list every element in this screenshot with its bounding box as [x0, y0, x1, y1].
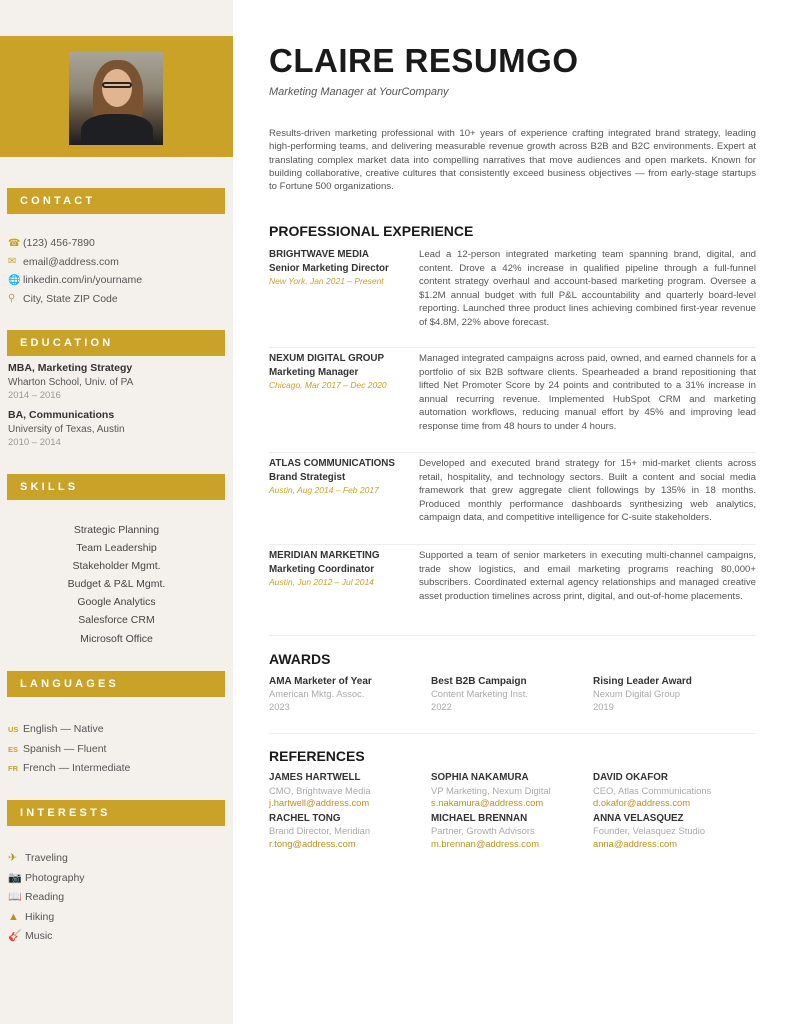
awards-list [269, 675, 756, 713]
photo-face [102, 69, 132, 107]
role: Brand Strategist [269, 471, 346, 483]
skill-item: Budget & P&L Mgmt. [67, 578, 166, 591]
ref-name: DAVID OKAFOR [593, 772, 668, 783]
interest-item [8, 927, 85, 947]
language-text: English — Native [23, 723, 104, 735]
interest-text: Reading [25, 891, 65, 904]
ref-title: CEO, Atlas Communications [593, 784, 712, 796]
award-org: Content Marketing Inst. [431, 688, 528, 699]
reference-item [431, 772, 593, 810]
ref-name: MICHAEL BRENNAN [431, 812, 528, 824]
ref-title: CMO, Brightwave Media [269, 784, 371, 796]
languages-list [8, 720, 130, 779]
summary: Results-driven marketing professional with 10+ years of experience crafting integrated brand strategy, leading high-performing teams, and delivering measurable revenue growth across B2B and B2C environments. Expert at translating complex market data into compelling narratives that move audiences and open markets. Known for building collaborative, creative cultures that consistently exceed business objectives — from early-stage startups to Fortune 500 organizations. [269, 128, 756, 193]
language-item [8, 740, 130, 760]
book-icon: 📖 [8, 891, 22, 904]
job-meta [269, 352, 414, 391]
references-heading: REFERENCES [269, 748, 365, 764]
interest-text: Hiking [25, 910, 55, 923]
interest-text: Traveling [25, 852, 68, 864]
ref-email[interactable]: m.brennan@address.com [431, 837, 540, 849]
education-entry [8, 362, 223, 402]
candidate-title: Marketing Manager at YourCompany [269, 86, 449, 98]
award-name: AMA Marketer of Year [269, 676, 372, 687]
degree: MBA, Marketing Strategy [8, 362, 133, 374]
guitar-icon: 🎸 [8, 930, 22, 943]
interest-item [8, 849, 85, 869]
photo-body [81, 114, 153, 145]
interest-item [8, 908, 85, 928]
interests-list [8, 849, 85, 947]
awards-heading: AWARDS [269, 651, 331, 667]
reference-item [593, 772, 756, 810]
reference-item [269, 772, 431, 810]
education-heading-bar [7, 330, 225, 356]
job-meta [269, 457, 414, 496]
contact-email [8, 253, 142, 272]
job-description: Supported a team of senior marketers in executing multi-channel campaigns, trade show logistics, and email marketing programs reaching 80,000+ subscribers. Coordinated external agency relationships and managed creative asset production timelines across print, digital, and out-of-home placements. [419, 550, 756, 602]
award-item [269, 675, 431, 713]
ref-name: SOPHIA NAKAMURA [431, 772, 529, 783]
candidate-name: CLAIRE RESUMGO [269, 42, 579, 79]
location-text: City, State ZIP Code [23, 292, 118, 305]
award-org: Nexum Digital Group [593, 688, 681, 699]
dates: New York, Jan 2021 – Present [269, 276, 384, 286]
language-item [8, 720, 130, 740]
phone-icon: ☎ [8, 237, 21, 249]
job-meta [269, 549, 414, 588]
interest-text: Photography [25, 871, 85, 884]
education-heading: EDUCATION [20, 337, 114, 349]
skill-item: Microsoft Office [80, 632, 153, 645]
contact-list [8, 234, 142, 308]
degree: BA, Communications [8, 409, 115, 421]
ref-email[interactable]: j.hartwell@address.com [269, 797, 370, 808]
globe-icon: 🌐 [8, 274, 21, 286]
reference-item [593, 813, 756, 851]
job-description: Developed and executed brand strategy for 15+ mid-market clients across retail, hospitality, and technology sectors. Built a content and social media framework that grew aggregate client followings by 135% in 18 months. Produced monthly performance dashboards synthesizing web analytics, campaign data, and competitive intelligence for C-suite stakeholders. [419, 458, 756, 523]
languages-heading: LANGUAGES [20, 678, 120, 690]
ref-title: Founder, Velasquez Studio [593, 825, 706, 836]
job-meta [269, 248, 414, 287]
company: ATLAS COMMUNICATIONS [269, 458, 395, 469]
languages-heading-bar [7, 671, 225, 697]
skills-heading: SKILLS [20, 481, 79, 493]
award-name: Best B2B Campaign [431, 676, 527, 687]
contact-phone [8, 234, 142, 253]
photo-glasses [102, 82, 132, 88]
education-entry [8, 409, 223, 449]
years: 2014 – 2016 [8, 390, 61, 401]
divider [269, 347, 756, 348]
skill-item: Strategic Planning [73, 524, 160, 536]
ref-title: Partner, Growth Advisors [431, 825, 535, 836]
interest-text: Music [25, 930, 53, 943]
award-year: 2022 [431, 700, 452, 712]
skills-list [0, 521, 233, 648]
education-list [8, 362, 223, 456]
ref-title: Brand Director, Meridian [269, 825, 371, 836]
divider [269, 452, 756, 453]
interest-item [8, 869, 85, 889]
ref-name: JAMES HARTWELL [269, 772, 361, 783]
award-year: 2019 [593, 700, 614, 712]
skill-item: Team Leadership [76, 542, 157, 555]
divider [269, 635, 756, 636]
dates: Chicago, Mar 2017 – Dec 2020 [269, 380, 387, 390]
linkedin-text[interactable]: linkedin.com/in/yourname [23, 274, 143, 287]
mountain-icon: ▲ [8, 910, 19, 923]
camera-icon: 📷 [8, 871, 22, 884]
skill-item: Salesforce CRM [78, 614, 155, 627]
interest-item [8, 888, 85, 908]
school: Wharton School, Univ. of PA [8, 376, 134, 388]
ref-title: VP Marketing, Nexum Digital [431, 784, 551, 796]
award-item [593, 675, 755, 713]
dates: Austin, Aug 2014 – Feb 2017 [269, 485, 379, 495]
experience-heading: PROFESSIONAL EXPERIENCE [269, 223, 474, 239]
award-year: 2023 [269, 700, 290, 712]
skill-item: Google Analytics [77, 596, 156, 609]
language-item [8, 759, 130, 779]
job-description: Managed integrated campaigns across paid, owned, and earned channels for a portfolio of six B2B software clients. Spearheaded a brand repositioning that lifted Net Promoter Score by 24 points and contributed to a 31% increase in annual recurring revenue. Implemented HubSpot CRM and marketing automation workflows, reducing manual effort by 45% and improving lead response time from 48 hours to under 4 hours. [419, 353, 756, 432]
profile-photo [69, 52, 163, 145]
award-item [431, 675, 593, 713]
language-text: Spanish — Fluent [23, 742, 107, 755]
divider [269, 733, 756, 734]
flag-code-icon: US [8, 725, 19, 734]
ref-email[interactable]: d.okafor@address.com [593, 797, 691, 808]
company: BRIGHTWAVE MEDIA [269, 249, 369, 260]
contact-linkedin [8, 271, 142, 290]
reference-item [269, 813, 431, 851]
company: MERIDIAN MARKETING [269, 550, 380, 561]
flag-code-icon: FR [8, 764, 18, 773]
dates: Austin, Jun 2012 – Jul 2014 [269, 577, 374, 587]
contact-heading: CONTACT [20, 195, 96, 207]
ref-name: ANNA VELASQUEZ [593, 812, 684, 824]
email-icon: ✉ [8, 256, 17, 268]
skill-item: Stakeholder Mgmt. [72, 560, 161, 573]
interests-heading: INTERESTS [20, 807, 111, 819]
sidebar [0, 0, 233, 1024]
interests-heading-bar [7, 800, 225, 826]
award-name: Rising Leader Award [593, 676, 692, 687]
ref-name: RACHEL TONG [269, 812, 341, 824]
ref-email[interactable]: r.tong@address.com [269, 837, 356, 849]
airplane-icon: ✈ [8, 852, 18, 864]
contact-location [8, 290, 142, 309]
skills-heading-bar [7, 474, 225, 500]
ref-email[interactable]: s.nakamura@address.com [431, 797, 544, 808]
location-pin-icon: ⚲ [8, 293, 16, 305]
award-org: American Mktg. Assoc. [269, 688, 365, 699]
ref-email[interactable]: anna@address.com [593, 837, 678, 849]
language-text: French — Intermediate [23, 762, 131, 774]
role: Marketing Coordinator [269, 563, 375, 575]
reference-item [431, 813, 593, 851]
school: University of Texas, Austin [8, 423, 125, 435]
divider [269, 544, 756, 545]
role: Marketing Manager [269, 366, 359, 378]
references-list [269, 772, 756, 850]
contact-heading-bar [7, 188, 225, 214]
role: Senior Marketing Director [269, 262, 389, 274]
company: NEXUM DIGITAL GROUP [269, 353, 385, 364]
email-text[interactable]: email@address.com [23, 255, 119, 268]
phone-text: (123) 456-7890 [23, 237, 95, 250]
years: 2010 – 2014 [8, 437, 61, 448]
flag-code-icon: ES [8, 744, 19, 754]
job-description: Lead a 12-person integrated marketing team spanning brand, digital, and content. Drove a 42% increase in qualified pipeline through a full-funnel content strategy overhaul and account-based marketing program. Oversee a $1.2M annual budget with full P&L accountability and quarterly board-level reporting. Launched three product lines achieving combined first-year revenue of $4.8M, 22% above forecast. [419, 249, 756, 328]
